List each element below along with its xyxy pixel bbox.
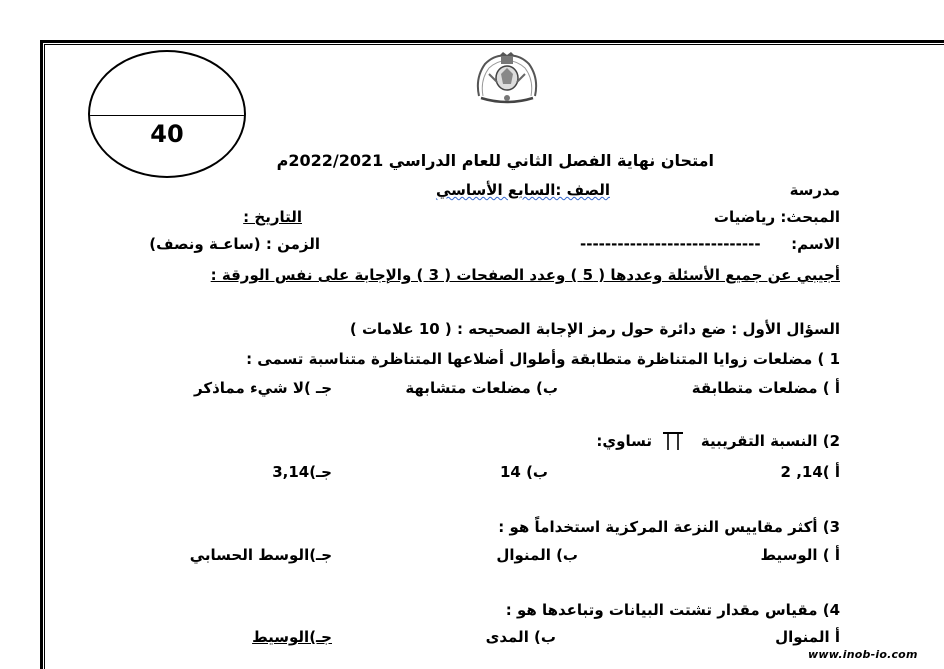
question-2-option-c: جـ)3,14 bbox=[272, 463, 332, 481]
question-2-text-start: 2) النسبة التقريبية bbox=[700, 432, 840, 450]
time-label: الزمن : (ساعـة ونصف) bbox=[149, 235, 320, 253]
question-1-option-a: أ ) مضلعات متطابقة bbox=[691, 379, 840, 397]
exam-title: امتحان نهاية الفصل الثاني للعام الدراسي 2022/2021م bbox=[276, 151, 714, 170]
page-border-top bbox=[40, 40, 944, 43]
question-4-text: 4) مقياس مقدار تشتت البيانات وتباعدها هو : bbox=[505, 601, 840, 619]
score-oval bbox=[88, 50, 246, 178]
page-border-inner-left bbox=[44, 44, 45, 669]
question-3-option-c: جـ)الوسط الحسابي bbox=[189, 546, 332, 564]
question-3-text: 3) أكثر مقاييس النزعة المركزية استخداماً هو : bbox=[498, 518, 840, 536]
date-label: التاريخ : bbox=[243, 208, 302, 226]
question-4-option-b: ب) المدى bbox=[485, 628, 556, 646]
school-label: مدرسة bbox=[789, 181, 840, 199]
question-2-text-end: تساوي: bbox=[596, 432, 652, 450]
question-3-option-a: أ ) الوسيط bbox=[760, 546, 840, 564]
question-3-option-b: ب) المنوال bbox=[496, 546, 578, 564]
question-1-option-c: جـ )لا شيء مماذكر bbox=[194, 379, 332, 397]
question-1-text: 1 ) مضلعات زوايا المتناظرة متطابقة وأطوال أضلاعها المتناظرة متناسبة تسمى : bbox=[246, 350, 840, 368]
question-2-option-a: أ )14, 2 bbox=[780, 463, 840, 481]
question-1-option-b: ب) مضلعات متشابهة bbox=[405, 379, 558, 397]
section1-title: السؤال الأول : ضع دائرة حول رمز الإجابة الصحيحه : ( 10 علامات ) bbox=[349, 320, 840, 338]
question-4-option-a: أ المنوال bbox=[775, 628, 840, 646]
watermark: www.inob-io.com bbox=[808, 648, 918, 661]
instructions: أجيبي عن جميع الأسئلة وعددها ( 5 ) وعدد الصفحات ( 3 ) والإجابة على نفس الورقة : bbox=[210, 266, 840, 284]
grade-label: الصف :السابع الأساسي bbox=[435, 181, 610, 199]
score-divider bbox=[90, 115, 244, 116]
page-border-left bbox=[40, 40, 43, 669]
page-border-inner-top bbox=[44, 44, 944, 45]
pi-symbol-icon bbox=[662, 430, 684, 452]
question-2-option-b: ب) 14 bbox=[499, 463, 548, 481]
name-label: الاسم: bbox=[791, 235, 840, 253]
score-total: 40 bbox=[150, 120, 184, 148]
question-4-option-c: جـ)الوسيط bbox=[252, 628, 332, 646]
subject-label: المبحث: رياضيات bbox=[713, 208, 840, 226]
name-blank-line: ----------------------------- bbox=[580, 235, 761, 253]
jordan-coat-of-arms-icon bbox=[471, 52, 543, 106]
